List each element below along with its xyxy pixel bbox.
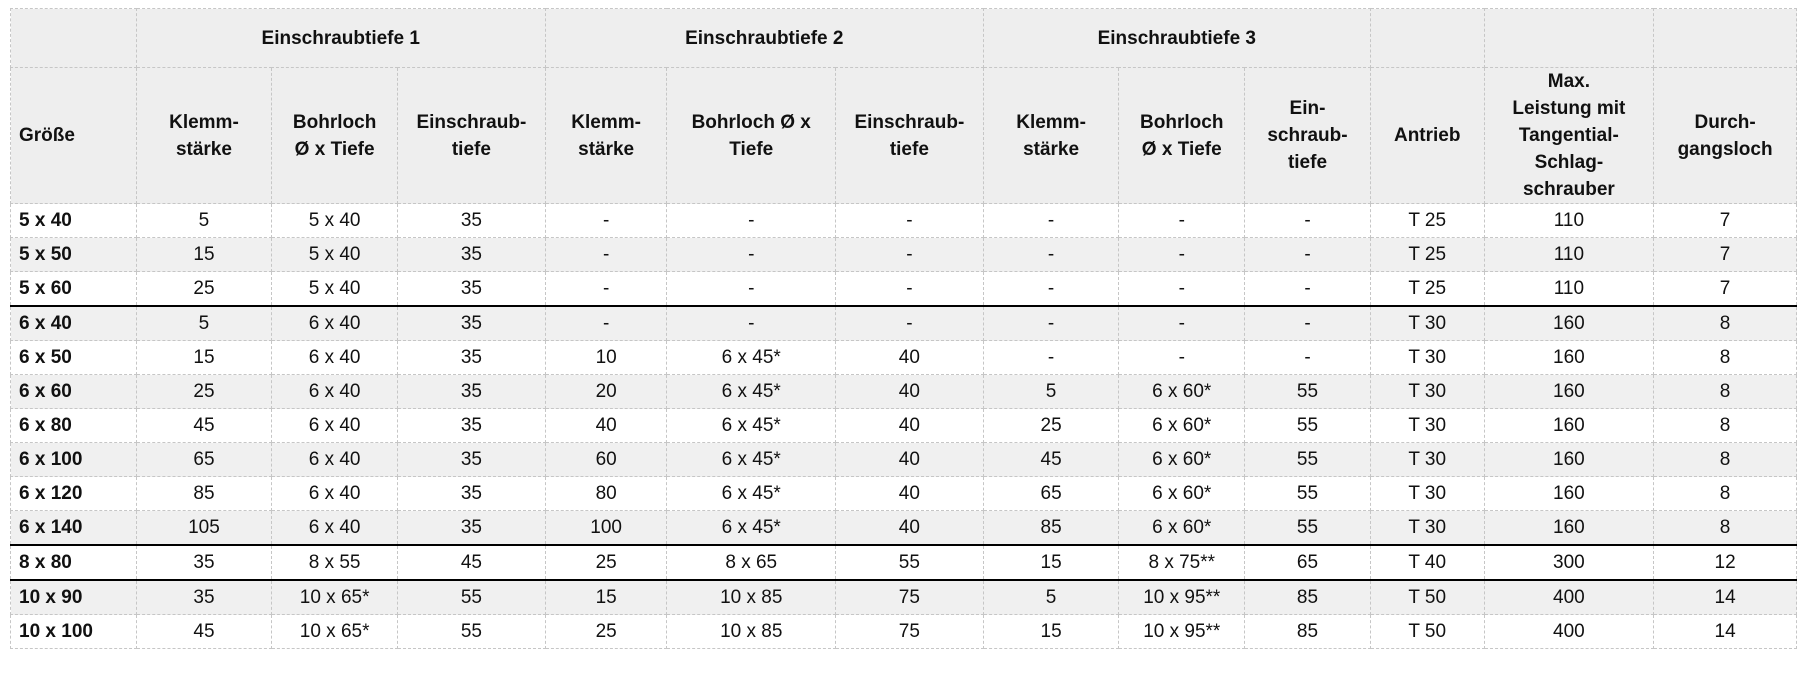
screw-spec-table [10, 8, 1797, 649]
cell-t1-bohrloch: 5 x 40 [272, 272, 398, 307]
cell-t1-einschraubtiefe: 35 [398, 272, 546, 307]
cell-t2-bohrloch: 6 x 45* [667, 409, 836, 443]
cell-t3-klemmstaerke: 65 [983, 477, 1119, 511]
cell-durchgangsloch: 7 [1654, 272, 1797, 307]
cell-t3-klemmstaerke: - [983, 204, 1119, 238]
cell-t2-bohrloch: 6 x 45* [667, 477, 836, 511]
cell-t2-einschraubtiefe: 40 [835, 409, 983, 443]
cell-t3-klemmstaerke: 45 [983, 443, 1119, 477]
header-empty-cell [1654, 9, 1797, 68]
cell-t3-einschraubtiefe: 55 [1245, 477, 1371, 511]
cell-size: 6 x 140 [11, 511, 137, 546]
cell-t2-einschraubtiefe: 55 [835, 545, 983, 580]
cell-t1-klemmstaerke: 45 [136, 409, 272, 443]
cell-t3-klemmstaerke: 15 [983, 615, 1119, 649]
cell-t3-einschraubtiefe: 85 [1245, 615, 1371, 649]
cell-antrieb: T 50 [1370, 615, 1484, 649]
cell-t2-bohrloch: 10 x 85 [667, 615, 836, 649]
cell-t2-bohrloch: 6 x 45* [667, 511, 836, 546]
cell-max-leistung: 160 [1484, 477, 1654, 511]
cell-t1-einschraubtiefe: 35 [398, 306, 546, 341]
cell-t2-klemmstaerke: 40 [545, 409, 667, 443]
cell-t1-einschraubtiefe: 35 [398, 341, 546, 375]
cell-durchgangsloch: 14 [1654, 580, 1797, 615]
cell-t1-klemmstaerke: 105 [136, 511, 272, 546]
cell-size: 5 x 60 [11, 272, 137, 307]
cell-antrieb: T 30 [1370, 306, 1484, 341]
cell-durchgangsloch: 8 [1654, 443, 1797, 477]
cell-t2-klemmstaerke: - [545, 272, 667, 307]
cell-size: 6 x 60 [11, 375, 137, 409]
cell-durchgangsloch: 7 [1654, 204, 1797, 238]
cell-t1-bohrloch: 10 x 65* [272, 615, 398, 649]
cell-t2-einschraubtiefe: 40 [835, 341, 983, 375]
cell-t1-klemmstaerke: 45 [136, 615, 272, 649]
cell-t2-einschraubtiefe: 40 [835, 375, 983, 409]
table-header [11, 9, 1797, 204]
cell-t3-bohrloch: 8 x 75** [1119, 545, 1245, 580]
table-row [11, 204, 1797, 238]
cell-max-leistung: 160 [1484, 306, 1654, 341]
cell-antrieb: T 25 [1370, 272, 1484, 307]
cell-t2-einschraubtiefe: - [835, 306, 983, 341]
cell-durchgangsloch: 8 [1654, 409, 1797, 443]
cell-t2-bohrloch: 10 x 85 [667, 580, 836, 615]
cell-antrieb: T 50 [1370, 580, 1484, 615]
cell-t1-klemmstaerke: 15 [136, 341, 272, 375]
cell-t2-klemmstaerke: 25 [545, 615, 667, 649]
cell-t1-bohrloch: 5 x 40 [272, 204, 398, 238]
cell-t2-klemmstaerke: 20 [545, 375, 667, 409]
cell-t3-einschraubtiefe: - [1245, 341, 1371, 375]
cell-t3-einschraubtiefe: 55 [1245, 409, 1371, 443]
cell-t1-einschraubtiefe: 45 [398, 545, 546, 580]
cell-t3-einschraubtiefe: 55 [1245, 511, 1371, 546]
cell-t3-bohrloch: - [1119, 306, 1245, 341]
table-row [11, 341, 1797, 375]
cell-t1-einschraubtiefe: 35 [398, 375, 546, 409]
cell-size: 5 x 40 [11, 204, 137, 238]
cell-size: 6 x 100 [11, 443, 137, 477]
cell-durchgangsloch: 7 [1654, 238, 1797, 272]
cell-max-leistung: 160 [1484, 409, 1654, 443]
cell-t2-einschraubtiefe: 40 [835, 477, 983, 511]
cell-t2-klemmstaerke: 25 [545, 545, 667, 580]
cell-t1-bohrloch: 6 x 40 [272, 375, 398, 409]
cell-t1-klemmstaerke: 25 [136, 375, 272, 409]
cell-t3-bohrloch: 10 x 95** [1119, 615, 1245, 649]
cell-t1-bohrloch: 6 x 40 [272, 511, 398, 546]
table-row [11, 238, 1797, 272]
group-header-einschraubtiefe-2: Einschraubtiefe 2 [545, 9, 983, 68]
cell-t2-klemmstaerke: 10 [545, 341, 667, 375]
cell-t2-einschraubtiefe: 40 [835, 443, 983, 477]
cell-t1-einschraubtiefe: 35 [398, 409, 546, 443]
table-row [11, 545, 1797, 580]
table-row [11, 272, 1797, 307]
header-empty-cell [1370, 9, 1484, 68]
cell-t2-einschraubtiefe: - [835, 238, 983, 272]
cell-t3-klemmstaerke: - [983, 238, 1119, 272]
cell-t2-bohrloch: 6 x 45* [667, 375, 836, 409]
cell-t3-klemmstaerke: 5 [983, 375, 1119, 409]
cell-t1-klemmstaerke: 35 [136, 580, 272, 615]
cell-size: 6 x 120 [11, 477, 137, 511]
cell-t1-bohrloch: 6 x 40 [272, 306, 398, 341]
cell-durchgangsloch: 14 [1654, 615, 1797, 649]
header-empty-cell [1484, 9, 1654, 68]
group-header-row [11, 9, 1797, 68]
column-header-size: Größe [11, 68, 137, 204]
cell-t3-einschraubtiefe: - [1245, 238, 1371, 272]
cell-t3-bohrloch: 6 x 60* [1119, 409, 1245, 443]
cell-t3-klemmstaerke: 25 [983, 409, 1119, 443]
cell-size: 10 x 100 [11, 615, 137, 649]
cell-t2-klemmstaerke: 80 [545, 477, 667, 511]
cell-t1-einschraubtiefe: 35 [398, 204, 546, 238]
cell-t2-bohrloch: - [667, 238, 836, 272]
cell-t1-bohrloch: 5 x 40 [272, 238, 398, 272]
cell-t1-einschraubtiefe: 35 [398, 511, 546, 546]
cell-t2-klemmstaerke: 100 [545, 511, 667, 546]
cell-t1-einschraubtiefe: 35 [398, 443, 546, 477]
cell-t3-bohrloch: - [1119, 204, 1245, 238]
cell-t2-klemmstaerke: 15 [545, 580, 667, 615]
cell-t3-klemmstaerke: 85 [983, 511, 1119, 546]
cell-max-leistung: 110 [1484, 238, 1654, 272]
cell-t2-bohrloch: - [667, 272, 836, 307]
cell-max-leistung: 300 [1484, 545, 1654, 580]
cell-t3-einschraubtiefe: 55 [1245, 375, 1371, 409]
cell-t1-klemmstaerke: 15 [136, 238, 272, 272]
table-row [11, 375, 1797, 409]
header-empty-cell [11, 9, 137, 68]
cell-t1-bohrloch: 10 x 65* [272, 580, 398, 615]
cell-t3-einschraubtiefe: 55 [1245, 443, 1371, 477]
column-header-t1-klemmstaerke: Klemm- stärke [136, 68, 272, 204]
table-row [11, 615, 1797, 649]
cell-t3-bohrloch: 6 x 60* [1119, 443, 1245, 477]
table-row [11, 511, 1797, 546]
column-header-max-leistung: Max. Leistung mit Tangential- Schlag- schrauber [1484, 68, 1654, 204]
cell-t2-bohrloch: 8 x 65 [667, 545, 836, 580]
cell-size: 10 x 90 [11, 580, 137, 615]
table-row [11, 580, 1797, 615]
cell-durchgangsloch: 8 [1654, 477, 1797, 511]
cell-t3-klemmstaerke: 15 [983, 545, 1119, 580]
cell-t2-bohrloch: - [667, 204, 836, 238]
cell-t2-bohrloch: 6 x 45* [667, 443, 836, 477]
cell-antrieb: T 30 [1370, 511, 1484, 546]
cell-t1-einschraubtiefe: 35 [398, 477, 546, 511]
cell-t3-klemmstaerke: - [983, 341, 1119, 375]
cell-t1-bohrloch: 6 x 40 [272, 443, 398, 477]
cell-t3-klemmstaerke: 5 [983, 580, 1119, 615]
table-body [11, 204, 1797, 649]
cell-t1-klemmstaerke: 5 [136, 306, 272, 341]
cell-t3-bohrloch: 10 x 95** [1119, 580, 1245, 615]
cell-t3-einschraubtiefe: 85 [1245, 580, 1371, 615]
cell-size: 6 x 40 [11, 306, 137, 341]
cell-size: 8 x 80 [11, 545, 137, 580]
cell-t2-klemmstaerke: - [545, 204, 667, 238]
cell-size: 6 x 80 [11, 409, 137, 443]
cell-t1-einschraubtiefe: 35 [398, 238, 546, 272]
column-header-t3-bohrloch: Bohrloch Ø x Tiefe [1119, 68, 1245, 204]
cell-antrieb: T 30 [1370, 409, 1484, 443]
cell-t3-bohrloch: - [1119, 341, 1245, 375]
table-row [11, 409, 1797, 443]
cell-t2-einschraubtiefe: 75 [835, 615, 983, 649]
cell-t3-einschraubtiefe: - [1245, 306, 1371, 341]
cell-t2-einschraubtiefe: - [835, 204, 983, 238]
cell-antrieb: T 25 [1370, 204, 1484, 238]
cell-t1-klemmstaerke: 35 [136, 545, 272, 580]
screw-spec-table-container [10, 8, 1797, 649]
cell-t1-bohrloch: 6 x 40 [272, 409, 398, 443]
cell-max-leistung: 400 [1484, 615, 1654, 649]
cell-t2-bohrloch: - [667, 306, 836, 341]
column-header-t2-einschraubtiefe: Einschraub- tiefe [835, 68, 983, 204]
cell-t3-klemmstaerke: - [983, 306, 1119, 341]
cell-t2-einschraubtiefe: - [835, 272, 983, 307]
group-header-einschraubtiefe-1: Einschraubtiefe 1 [136, 9, 545, 68]
column-header-t2-bohrloch: Bohrloch Ø x Tiefe [667, 68, 836, 204]
cell-t2-klemmstaerke: - [545, 238, 667, 272]
column-header-t3-klemmstaerke: Klemm- stärke [983, 68, 1119, 204]
cell-t1-bohrloch: 6 x 40 [272, 341, 398, 375]
cell-max-leistung: 160 [1484, 341, 1654, 375]
cell-t3-einschraubtiefe: - [1245, 272, 1371, 307]
column-header-t2-klemmstaerke: Klemm- stärke [545, 68, 667, 204]
cell-max-leistung: 160 [1484, 443, 1654, 477]
table-row [11, 443, 1797, 477]
cell-max-leistung: 110 [1484, 272, 1654, 307]
cell-antrieb: T 30 [1370, 477, 1484, 511]
cell-t1-einschraubtiefe: 55 [398, 580, 546, 615]
cell-t3-einschraubtiefe: - [1245, 204, 1371, 238]
cell-t2-bohrloch: 6 x 45* [667, 341, 836, 375]
cell-durchgangsloch: 12 [1654, 545, 1797, 580]
cell-t3-bohrloch: 6 x 60* [1119, 375, 1245, 409]
cell-antrieb: T 40 [1370, 545, 1484, 580]
cell-t1-klemmstaerke: 85 [136, 477, 272, 511]
cell-t3-einschraubtiefe: 65 [1245, 545, 1371, 580]
cell-t2-einschraubtiefe: 40 [835, 511, 983, 546]
cell-t1-einschraubtiefe: 55 [398, 615, 546, 649]
group-header-einschraubtiefe-3: Einschraubtiefe 3 [983, 9, 1370, 68]
cell-antrieb: T 30 [1370, 341, 1484, 375]
cell-durchgangsloch: 8 [1654, 341, 1797, 375]
cell-max-leistung: 160 [1484, 511, 1654, 546]
cell-t1-klemmstaerke: 5 [136, 204, 272, 238]
cell-t3-bohrloch: - [1119, 238, 1245, 272]
table-row [11, 306, 1797, 341]
cell-size: 5 x 50 [11, 238, 137, 272]
cell-t2-klemmstaerke: - [545, 306, 667, 341]
column-header-row [11, 68, 1797, 204]
cell-t3-bohrloch: 6 x 60* [1119, 511, 1245, 546]
cell-size: 6 x 50 [11, 341, 137, 375]
column-header-t3-einschraubtiefe: Ein- schraub- tiefe [1245, 68, 1371, 204]
cell-durchgangsloch: 8 [1654, 306, 1797, 341]
cell-max-leistung: 400 [1484, 580, 1654, 615]
cell-t3-bohrloch: 6 x 60* [1119, 477, 1245, 511]
cell-antrieb: T 30 [1370, 443, 1484, 477]
column-header-t1-bohrloch: Bohrloch Ø x Tiefe [272, 68, 398, 204]
cell-durchgangsloch: 8 [1654, 511, 1797, 546]
column-header-antrieb: Antrieb [1370, 68, 1484, 204]
table-row [11, 477, 1797, 511]
cell-t1-klemmstaerke: 65 [136, 443, 272, 477]
cell-durchgangsloch: 8 [1654, 375, 1797, 409]
cell-t3-bohrloch: - [1119, 272, 1245, 307]
cell-antrieb: T 25 [1370, 238, 1484, 272]
cell-antrieb: T 30 [1370, 375, 1484, 409]
cell-t3-klemmstaerke: - [983, 272, 1119, 307]
column-header-durchgangsloch: Durch- gangsloch [1654, 68, 1797, 204]
cell-max-leistung: 160 [1484, 375, 1654, 409]
cell-t1-bohrloch: 8 x 55 [272, 545, 398, 580]
column-header-t1-einschraubtiefe: Einschraub- tiefe [398, 68, 546, 204]
cell-t1-klemmstaerke: 25 [136, 272, 272, 307]
cell-t1-bohrloch: 6 x 40 [272, 477, 398, 511]
cell-t2-einschraubtiefe: 75 [835, 580, 983, 615]
cell-t2-klemmstaerke: 60 [545, 443, 667, 477]
cell-max-leistung: 110 [1484, 204, 1654, 238]
